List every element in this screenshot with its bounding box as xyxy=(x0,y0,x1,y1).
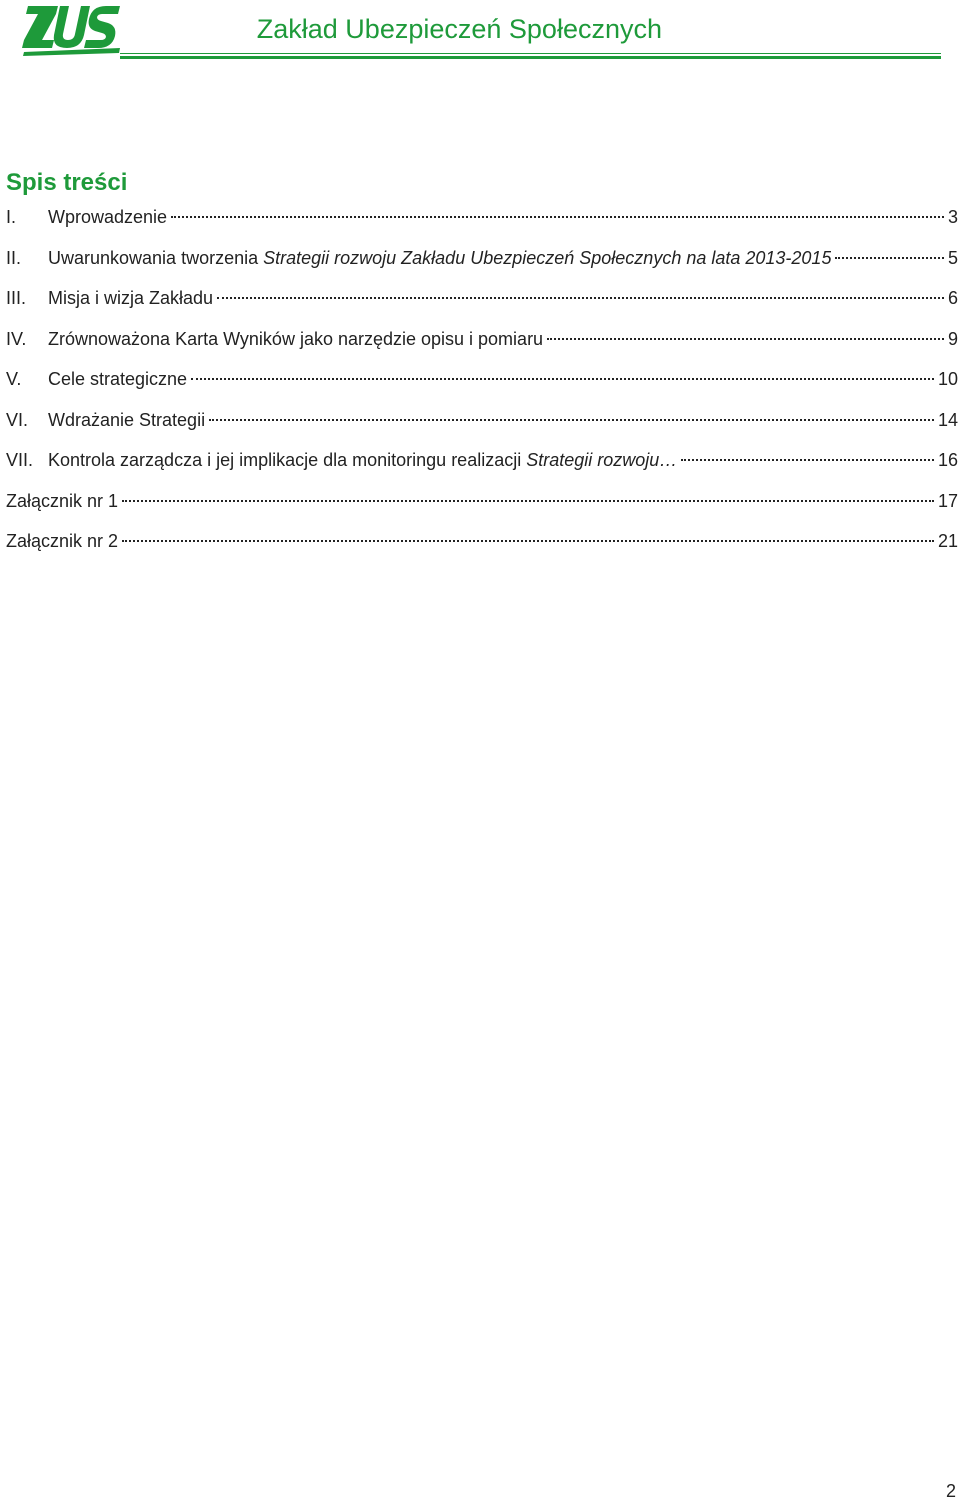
toc-dot-leader xyxy=(217,297,944,299)
page-number: 2 xyxy=(945,1481,956,1501)
toc-entry-number: VI. xyxy=(6,409,29,430)
toc-dot-leader xyxy=(171,216,944,218)
toc-entry-title: Wdrażanie Strategii xyxy=(48,409,206,430)
toc-dot-leader xyxy=(209,419,934,421)
toc-entry-page: 9 xyxy=(947,328,958,349)
toc-entry-title: Załącznik nr 2 xyxy=(6,531,119,551)
toc-entry-page: 10 xyxy=(937,369,958,389)
toc-entry-number: IV. xyxy=(6,328,27,349)
toc-entry-number: I. xyxy=(6,207,17,227)
toc-entry-number: III. xyxy=(6,288,27,308)
toc-entry-page: 14 xyxy=(937,409,958,430)
toc-dot-leader xyxy=(122,500,934,502)
toc-entry-title xyxy=(48,244,831,272)
page-header xyxy=(0,0,960,64)
toc-entry-number: II. xyxy=(6,247,22,268)
zus-logo xyxy=(22,4,122,56)
toc-entry-page: 17 xyxy=(937,490,958,511)
toc-entry[interactable] xyxy=(6,446,958,487)
toc-entry[interactable] xyxy=(6,203,958,244)
toc-entry-title xyxy=(48,446,677,474)
toc-dot-leader xyxy=(547,338,944,340)
toc-entry[interactable] xyxy=(6,325,958,366)
institution-name: Zakład Ubezpieczeń Społecznych xyxy=(256,14,662,44)
toc-entry[interactable] xyxy=(6,406,958,447)
toc-entry-title: Misja i wizja Zakładu xyxy=(48,288,214,308)
toc-entry-page: 3 xyxy=(947,207,958,227)
toc-entry-page: 21 xyxy=(937,531,958,551)
toc-entry[interactable] xyxy=(6,244,958,285)
toc-dot-leader xyxy=(122,540,934,542)
toc-entry-annex[interactable] xyxy=(6,487,958,528)
toc-entry-page: 6 xyxy=(947,288,958,308)
toc-dot-leader xyxy=(681,459,934,461)
toc-dot-leader xyxy=(835,257,944,259)
toc-entry[interactable] xyxy=(6,365,958,406)
header-divider-thick xyxy=(120,56,941,59)
toc-entry-page: 5 xyxy=(947,247,958,268)
toc-entry-title: Załącznik nr 1 xyxy=(6,490,119,511)
toc-entry-title-italic: Strategii rozwoju… xyxy=(526,450,678,470)
toc-heading: Spis treści xyxy=(6,169,128,196)
toc-entry-page: 16 xyxy=(937,450,958,470)
toc-entry-title: Zrównoważona Karta Wyników jako narzędzie opisu i pomiaru xyxy=(48,328,544,349)
toc-entry-title: Cele strategiczne xyxy=(48,369,188,389)
toc-entry-number: V. xyxy=(6,369,22,389)
toc-entry-title-plain: Kontrola zarządcza i jej implikacje dla monitoringu realizacji xyxy=(48,450,527,470)
toc-entry-title-plain: Uwarunkowania tworzenia xyxy=(48,247,264,268)
table-of-contents xyxy=(6,203,958,568)
toc-entry-annex[interactable] xyxy=(6,527,958,568)
toc-entry-number: VII. xyxy=(6,450,34,470)
toc-entry-title: Wprowadzenie xyxy=(48,207,168,227)
toc-entry-title-italic: Strategii rozwoju Zakładu Ubezpieczeń Społecznych na lata 2013-2015 xyxy=(263,247,832,268)
toc-entry[interactable] xyxy=(6,284,958,325)
header-divider xyxy=(120,53,941,54)
toc-dot-leader xyxy=(191,378,934,380)
